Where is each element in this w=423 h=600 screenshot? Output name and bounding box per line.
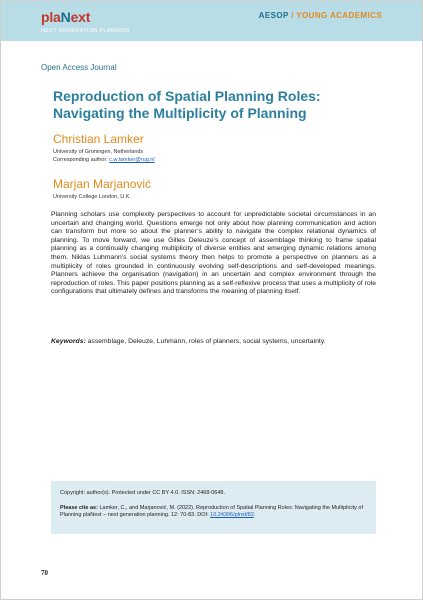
header-organization bbox=[259, 11, 382, 20]
keywords-text: assemblage, Deleuze, Luhmann, roles of planners, social systems, uncertainty. bbox=[87, 338, 326, 345]
logo-suffix: ext bbox=[70, 9, 91, 25]
org-group: YOUNG ACADEMICS bbox=[296, 11, 382, 20]
citation-box bbox=[51, 481, 376, 534]
author-name: Christian Lamker bbox=[53, 132, 144, 146]
title-line-1: Reproduction of Spatial Planning Roles: bbox=[53, 88, 321, 104]
logo-tagline: NEXT GENERATION PLANNING bbox=[41, 28, 130, 34]
paper-title bbox=[53, 88, 373, 122]
keywords-label: Keywords: bbox=[51, 338, 86, 345]
copyright-notice: Copyright: author(s). Protected under CC BY 4.0. ISSN: 2468-0648. bbox=[60, 490, 225, 496]
doi-link[interactable]: 10.24306/plnxt/82 bbox=[210, 512, 254, 518]
keywords bbox=[51, 338, 376, 347]
org-name: AESOP bbox=[258, 11, 289, 20]
citation-label: Please cite as: bbox=[60, 505, 98, 511]
logo-highlight: N bbox=[60, 9, 71, 25]
corresponding-author bbox=[53, 157, 155, 163]
abstract: Planning scholars use complexity perspectives to account for unpredictable societal circumstances in an uncertain and changing world. Questions emerge not only about how planning communication and action can transform but more so about the planner’s ability to navigate the complex relational dynamics of planning. To move forward, we use Gilles Deleuze’s concept of assemblage thinking to frame spatial planning as a continually changing multiplicity of diverse entities and emerging dynamic relations among them. Niklas Luhmann’s social systems theory then helps to promote a perspective on planners as a multiplicity of roles grounded in continuously evolving self-descriptions and self-developed meanings. Planners achieve the organisation (navigation) in an uncertain and complex environment through the reproduction of roles. This paper positions planning as a self-reflexive process that uses a multiplicity of role configurations that ultimately defines and transforms the meaning of planning itself. bbox=[51, 211, 376, 296]
author-email-link[interactable]: c.w.lamker@rug.nl bbox=[109, 157, 155, 163]
page-number: 70 bbox=[41, 569, 48, 577]
corresponding-label: Corresponding author: bbox=[53, 157, 108, 163]
title-line-2: Navigating the Multiplicity of Planning bbox=[53, 105, 307, 121]
org-separator: / bbox=[291, 11, 294, 20]
citation-end: . bbox=[253, 512, 256, 518]
author-affiliation: University College London, U.K. bbox=[53, 194, 131, 200]
citation-text: Lamker, C., and Marjanović, M. (2022). Reproduction of Spatial Planning Roles: Navigating the Multiplicity of Planning plaNext – next generation planning. 12: 70-83. DOI: bbox=[60, 505, 363, 518]
citation bbox=[60, 505, 368, 519]
logo-prefix: pla bbox=[41, 9, 61, 25]
journal-label: Open Access Journal bbox=[41, 63, 117, 72]
author-name: Marjan Marjanović bbox=[53, 177, 152, 191]
author-affiliation: University of Groningen, Netherlands bbox=[53, 149, 144, 155]
journal-logo[interactable] bbox=[41, 9, 90, 25]
